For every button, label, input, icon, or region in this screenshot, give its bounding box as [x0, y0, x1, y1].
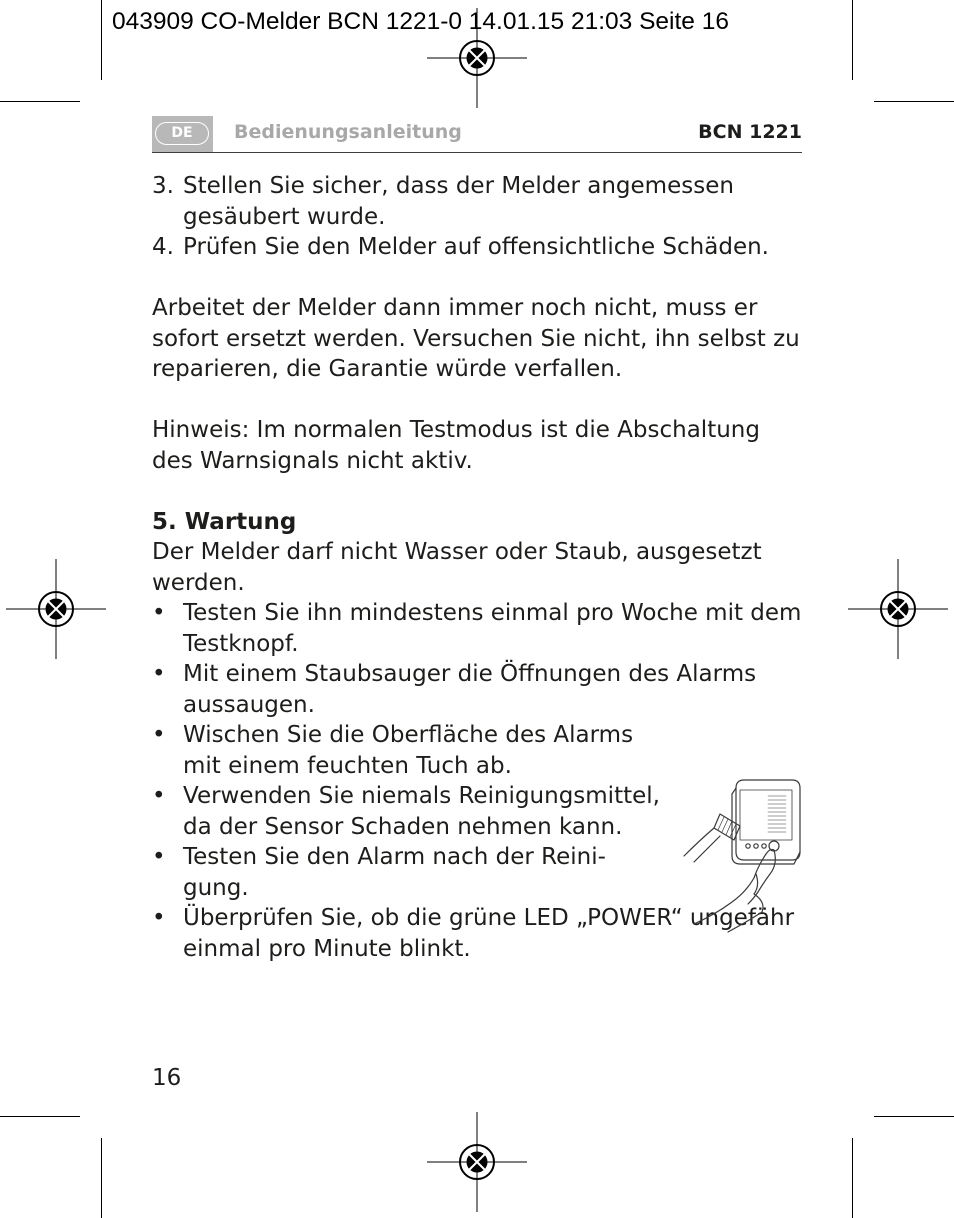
detector-button-press-illustration — [680, 774, 804, 936]
list-item — [152, 659, 807, 720]
numbered-list — [152, 171, 807, 263]
running-header — [152, 116, 802, 153]
crop-mark-bottom-right-vertical — [852, 1138, 853, 1218]
crop-mark-bottom-left-vertical — [101, 1138, 102, 1218]
crop-mark-top-right-vertical — [852, 0, 853, 80]
bullet-marker: • — [152, 905, 166, 931]
bullet-marker: • — [152, 600, 166, 626]
list-item — [152, 720, 663, 781]
paragraph: Arbeitet der Melder dann immer noch nicht, muss er sofort ersetzt werden. Versuchen Sie nicht, ihn selbst zu reparieren, die Garantie würde verfallen. — [152, 295, 800, 382]
bullet-marker: • — [152, 783, 166, 809]
page-number: 16 — [152, 1065, 182, 1091]
section-intro: Der Melder darf nicht Wasser oder Staub, ausgesetzt werden. — [152, 539, 762, 596]
list-item-text: Verwenden Sie niemals Reinigungsmittel, da der Sensor Schaden nehmen kann. — [183, 783, 660, 840]
bullet-marker: • — [152, 661, 166, 687]
list-item-number: 3. — [152, 173, 174, 199]
list-item-number: 4. — [152, 234, 174, 260]
crop-mark-bottom-right-horizontal — [874, 1116, 954, 1117]
list-item-text: Überprüfen Sie, ob die grüne LED „POWER“ ungefähr einmal pro Minute blinkt. — [183, 905, 795, 962]
registration-mark-icon — [6, 559, 106, 659]
list-item-text: Stellen Sie sicher, dass der Melder angemessen gesäubert wurde. — [183, 173, 734, 230]
crop-mark-bottom-left-horizontal — [0, 1116, 80, 1117]
registration-mark-icon — [427, 8, 527, 108]
list-item-text: Wischen Sie die Oberfläche des Alarms mit einem feuchten Tuch ab. — [183, 722, 634, 779]
language-badge-block — [152, 116, 213, 152]
crop-mark-top-left-horizontal — [0, 101, 80, 102]
list-item — [152, 598, 807, 659]
bullet-marker: • — [152, 722, 166, 748]
bullet-marker: • — [152, 844, 166, 870]
list-item-text: Testen Sie ihn mindestens einmal pro Woche mit dem Testknopf. — [183, 600, 802, 657]
print-slug-line: 043909 CO-Melder BCN 1221-0 14.01.15 21:03 Seite 16 — [112, 8, 729, 35]
crop-mark-top-right-horizontal — [874, 101, 954, 102]
language-badge: DE — [155, 122, 209, 145]
manual-title: Bedienungsanleitung — [234, 121, 462, 143]
list-item-text: Prüfen Sie den Melder auf offensichtliche Schäden. — [183, 234, 769, 260]
list-item-text: Testen Sie den Alarm nach der Reinigung. — [183, 844, 606, 901]
section-heading: 5. Wartung — [152, 508, 297, 535]
registration-mark-icon — [427, 1112, 527, 1212]
model-name: BCN 1221 — [698, 121, 802, 143]
note-paragraph: Hinweis: Im normalen Testmodus ist die Abschaltung des Warnsignals nicht aktiv. — [152, 417, 760, 474]
crop-mark-top-left-vertical — [101, 0, 102, 80]
list-item — [152, 842, 663, 903]
list-item-text: Mit einem Staubsauger die Öffnungen des Alarms aussaugen. — [183, 661, 757, 718]
registration-mark-icon — [848, 559, 948, 659]
list-item — [152, 781, 663, 842]
list-item — [152, 232, 807, 263]
list-item — [152, 171, 807, 232]
